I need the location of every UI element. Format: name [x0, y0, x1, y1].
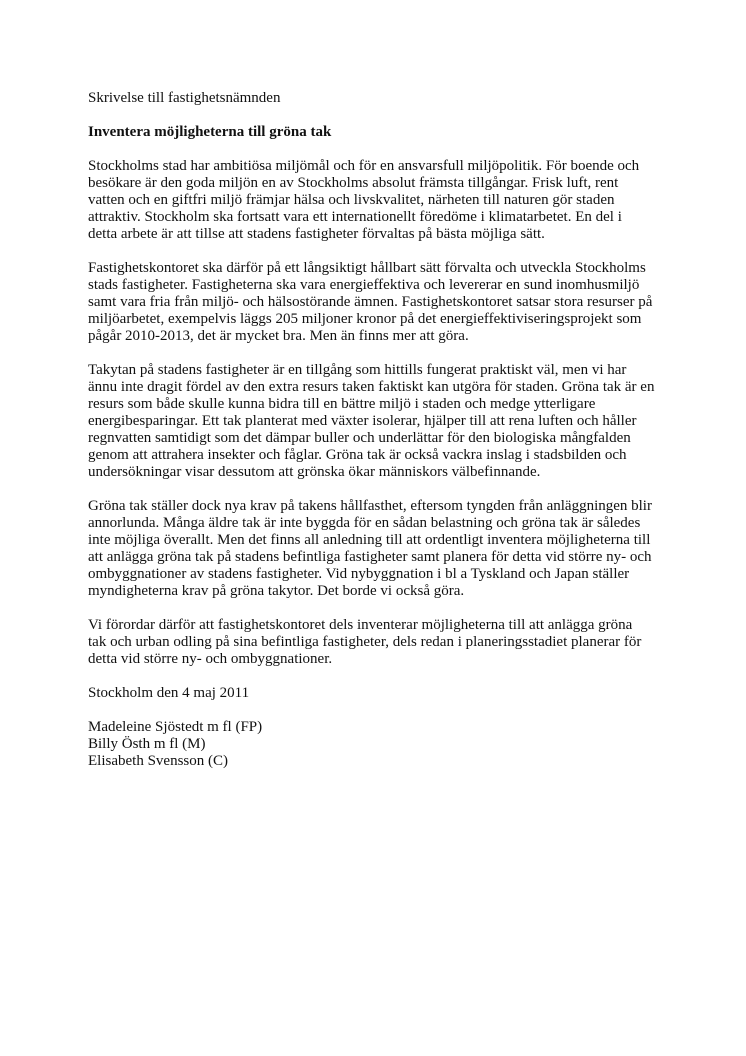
paragraph-line: pågår 2010-2013, det är mycket bra. Men än finns mer att göra.	[88, 328, 469, 344]
signatory: Billy Östh m fl (M)	[88, 736, 206, 752]
paragraph	[88, 158, 654, 243]
paragraph-line: attraktiv. Stockholm ska fortsatt vara ett internationellt föredöme i klimatarbetet. En del i	[88, 209, 622, 225]
paragraph-line: Vi förordar därför att fastighetskontoret dels inventerar möjligheterna till att anlägga gröna	[88, 617, 633, 633]
paragraph	[88, 498, 654, 600]
paragraph-line: Fastighetskontoret ska därför på ett långsiktigt hållbart sätt förvalta och utveckla Stockholms	[88, 260, 646, 276]
paragraph-line: detta vid större ny- och ombyggnationer.	[88, 651, 333, 667]
signatories	[88, 719, 654, 770]
paragraph-line: besökare är den goda miljön en av Stockholms absolut främsta tillgångar. Frisk luft, rent	[88, 175, 619, 191]
signatory: Madeleine Sjöstedt m fl (FP)	[88, 719, 263, 735]
preheading: Skrivelse till fastighetsnämnden	[88, 90, 281, 106]
signatory: Elisabeth Svensson (C)	[88, 753, 228, 769]
paragraph-line: inte möjliga överallt. Men det finns all anledning till att ordentligt inventera möjligheterna till	[88, 532, 651, 548]
paragraph	[88, 362, 654, 481]
paragraph-line: vatten och en giftfri miljö främjar hälsa och livskvalitet, närheten till naturen gör staden	[88, 192, 615, 208]
paragraph	[88, 617, 654, 668]
paragraph-line: samt vara fria från miljö- och hälsostörande ämnen. Fastighetskontoret satsar stora resurser på	[88, 294, 653, 310]
paragraph-line: Stockholms stad har ambitiösa miljömål och för en ansvarsfull miljöpolitik. För boende och	[88, 158, 640, 174]
paragraph-line: undersökningar visar dessutom att grönska ökar människors välbefinnande.	[88, 464, 541, 480]
paragraph-line: ombyggnationer av stadens fastigheter. Vid nybyggnation i bl a Tyskland och Japan ställer	[88, 566, 630, 582]
date-line: Stockholm den 4 maj 2011	[88, 685, 250, 701]
paragraph-line: energibesparingar. Ett tak planterat med växter isolerar, hjälper till att rena luften och håller	[88, 413, 637, 429]
paragraph-line: Takytan på stadens fastigheter är en tillgång som hittills fungerat praktiskt väl, men vi har	[88, 362, 627, 378]
paragraph-line: detta arbete är att tillse att stadens fastigheter förvaltas på bästa möjliga sätt.	[88, 226, 545, 242]
paragraph-line: miljöarbetet, exempelvis läggs 205 miljoner kronor på det energieffektiviseringsprojekt som	[88, 311, 642, 327]
paragraph-line: regnvatten samtidigt som det dämpar buller och underlättar för den biologiska mångfalden	[88, 430, 631, 446]
paragraph-line: tak och urban odling på sina befintliga fastigheter, dels redan i planeringsstadiet planerar för	[88, 634, 642, 650]
paragraph-line: myndigheterna krav på gröna takytor. Det borde vi också göra.	[88, 583, 465, 599]
document-page	[88, 90, 654, 770]
paragraph-line: annorlunda. Många äldre tak är inte byggda för en sådan belastning och gröna tak är således	[88, 515, 641, 531]
paragraph	[88, 260, 654, 345]
paragraph-line: resurs som både skulle kunna bidra till en bättre miljö i staden och medge ytterligare	[88, 396, 596, 412]
paragraph-line: ännu inte dragit fördel av den extra resurs taken faktiskt kan utgöra för staden. Gröna tak är en	[88, 379, 655, 395]
paragraph-line: att anlägga gröna tak på stadens befintliga fastigheter samt planera för detta vid större ny- och	[88, 549, 652, 565]
document-title: Inventera möjligheterna till gröna tak	[88, 124, 332, 140]
paragraph-line: genom att attrahera insekter och fåglar. Gröna tak är också vackra inslag i stadsbilden och	[88, 447, 627, 463]
paragraph-line: Gröna tak ställer dock nya krav på takens hållfasthet, eftersom tyngden från anläggningen blir	[88, 498, 652, 514]
paragraph-line: stads fastigheter. Fastigheterna ska vara energieffektiva och levererar en sund inomhusmiljö	[88, 277, 640, 293]
document-body	[88, 158, 654, 668]
